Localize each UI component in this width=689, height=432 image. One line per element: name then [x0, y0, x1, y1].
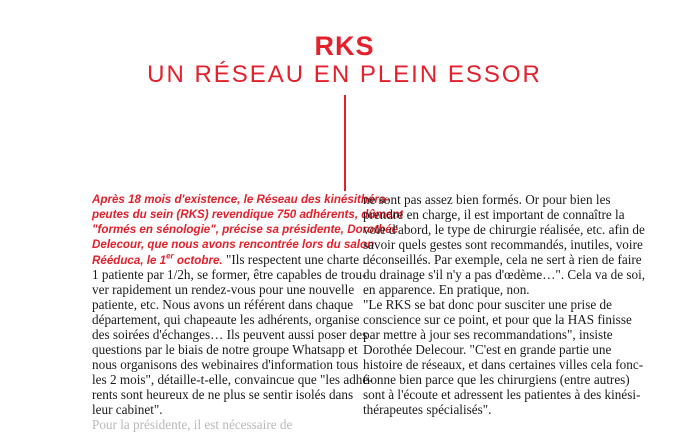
body-line: 1 patiente par 1/2h, se former, être capables de trou- — [92, 267, 367, 282]
body-line-cut: Pour la présidente, il est nécessaire de — [92, 417, 293, 432]
body-fragment: "Ils respectent une charte : — [222, 252, 367, 267]
body-line: rents sont heureux de ne plus se sentir isolés dans — [92, 387, 354, 402]
body-line: histoire de réseaux, et dans certaines villes cela fonc- — [363, 357, 644, 372]
title-divider — [344, 95, 346, 191]
body-line: en apparence. En pratique, non. — [363, 282, 530, 297]
lead-line: "formés en sénologie", précise sa présidente, Dorothée — [92, 223, 399, 236]
body-line: par mettre à jour ses recommandations", insiste — [363, 327, 613, 342]
body-line: leur cabinet". — [92, 402, 163, 417]
lead-fragment: octobre. — [173, 254, 223, 267]
article-kicker: RKS — [314, 31, 375, 61]
body-line: tionne bien parce que les chirurgiens (entre autres) — [363, 372, 630, 387]
body-line: nous organisons des webinaires d'information tous — [92, 357, 359, 372]
lead-fragment: Rééduca, le 1 — [92, 254, 167, 267]
left-column — [92, 192, 404, 432]
body-line: thérapeutes spécialisés". — [363, 402, 492, 417]
body-line: voie d'abord, le type de chirurgie réalisée, etc. afin de — [363, 222, 645, 237]
right-column — [363, 192, 646, 417]
article-title: UN RÉSEAU EN PLEIN ESSOR — [147, 61, 542, 88]
lead-line: Delecour, que nous avons rencontrée lors du salon — [92, 238, 375, 251]
body-line: savoir quels gestes sont recommandés, inutiles, voire — [363, 237, 643, 252]
body-line: du drainage s'il n'y a pas d'œdème…". Cela va de soi, — [363, 267, 646, 282]
body-line: ver rapidement un rendez-vous pour une nouvelle — [92, 282, 355, 297]
body-line — [92, 251, 367, 267]
body-line: déconseillés. Par exemple, cela ne sert à rien de faire — [363, 252, 642, 267]
body-line: des soirées d'échanges… Ils peuvent aussi poser des — [92, 327, 368, 342]
body-line: département, qui chapeaute les adhérents, organise — [92, 312, 360, 327]
body-line: "Le RKS se bat donc pour susciter une prise de — [363, 297, 612, 312]
body-line: questions par le biais de notre groupe Whatsapp et — [92, 342, 358, 357]
body-line: sont à l'écoute et adressent les patientes à des kinési- — [363, 387, 641, 402]
body-line: les 2 mois", détaille-t-elle, convaincue que "les adhé- — [92, 372, 373, 387]
lead-line: peutes du sein (RKS) revendique 750 adhérents, dûment — [92, 208, 404, 221]
body-line: conscience sur ce point, et pour que la HAS finisse — [363, 312, 632, 327]
body-line: Dorothée Delecour. "C'est en grande partie une — [363, 342, 612, 357]
body-line: patiente, etc. Nous avons un référent dans chaque — [92, 297, 354, 312]
body-line: ne sont pas assez bien formés. Or pour bien les — [363, 192, 611, 207]
body-line: prendre en charge, il est important de connaître la — [363, 207, 625, 222]
lead-superscript: er — [166, 251, 174, 261]
lead-line: Après 18 mois d'existence, le Réseau des kinésithéra- — [92, 193, 390, 206]
